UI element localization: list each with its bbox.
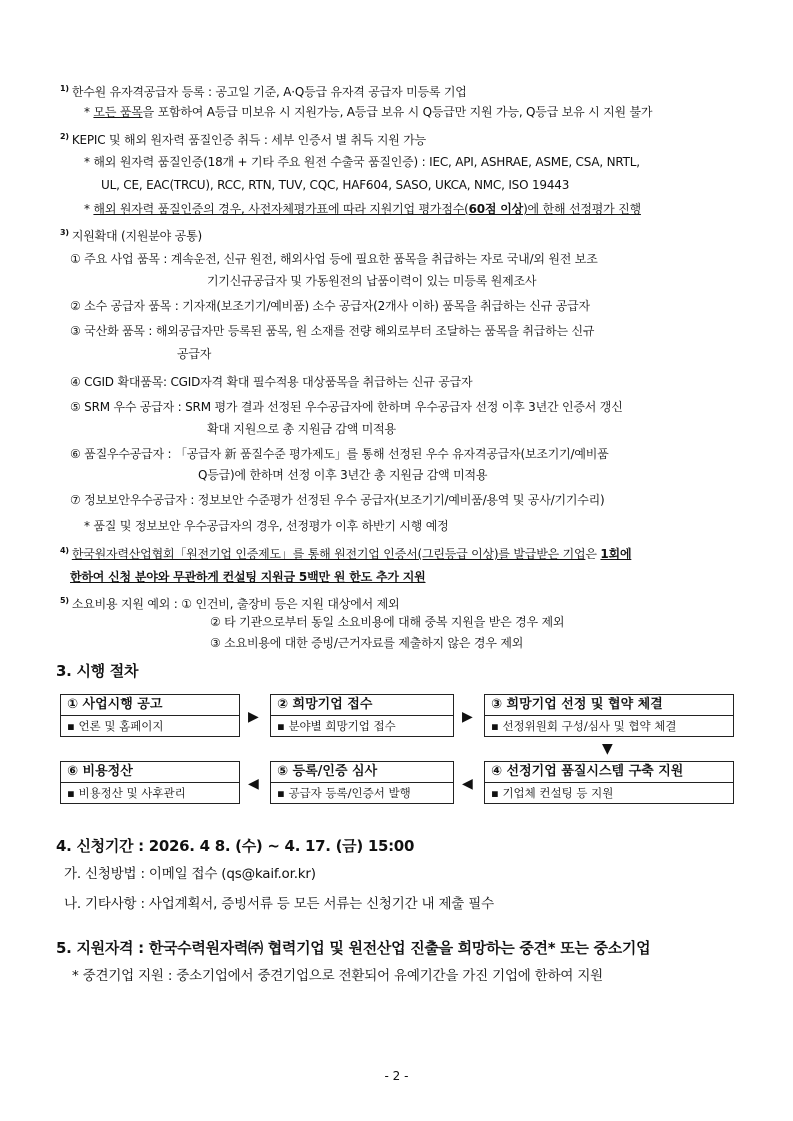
note-2-text: KEPIC 및 해외 원자력 품질인증 취득 : 세부 인증서 별 취득 지원 가능 [71, 133, 427, 147]
note-3-item-7: ⑦ 정보보안우수공급자 : 정보보안 수준평가 선정된 우수 공급자(보조기기/예비품/용역 및 공사/기기수리) [70, 493, 605, 507]
step-4-title: ④ 선정기업 품질시스템 구축 지원 [485, 762, 733, 783]
note-5 [60, 593, 399, 612]
arrow-right-icon: ▶ [248, 709, 259, 725]
step-6-desc: ▪ 비용정산 및 사후관리 [67, 786, 186, 800]
note-3-text: 지원확대 (지원분야 공통) [71, 229, 202, 243]
note-2-sub1a: * 해외 원자력 품질인증(18개 + 기타 주요 원전 수출국 품질인증) : IEC, API, ASHRAE, ASME, CSA, NRTL, [84, 155, 640, 169]
note-4-number: 4) [60, 546, 69, 555]
note-2-sub2-bold: 60점 이상 [468, 202, 524, 216]
note-5-item-3: ③ 소요비용에 대한 증빙/근거자료를 제출하지 않은 경우 제외 [210, 636, 524, 650]
note-3-item-1-line2: 기기신규공급자 및 가동원전의 납품이력이 있는 미등록 원제조사 [207, 274, 537, 288]
note-3-item-6-line1: ⑥ 품질우수공급자 : 「공급자 新 품질수준 평가제도」를 통해 선정된 우수 유자격공급자(보조기기/예비품 [70, 447, 609, 461]
note-2-sub2-u1: 해외 원자력 품질인증의 경우, 사전자체평가표에 따라 지원기업 평가점수( [93, 202, 469, 216]
step-1-title: ① 사업시행 공고 [61, 695, 239, 716]
step-5-box [270, 761, 454, 804]
arrow-down-icon: ▼ [602, 741, 613, 757]
note-2 [60, 129, 426, 148]
section-3-title: 3. 시행 절차 [56, 662, 139, 680]
step-3-box [484, 694, 734, 737]
arrow-left-icon: ◀ [462, 776, 473, 792]
note-1-number: 1) [60, 84, 69, 93]
step-4-box [484, 761, 734, 804]
note-3-item-5-line1: ⑤ SRM 우수 공급자 : SRM 평가 결과 선정된 우수공급자에 한하며 우수공급자 선정 이후 3년간 인증서 갱신 [70, 400, 623, 414]
note-2-sub2 [84, 201, 641, 217]
note-3-item-4: ④ CGID 확대품목: CGID자격 확대 필수적용 대상품목을 취급하는 신규 공급자 [70, 375, 473, 389]
step-1-box [60, 694, 240, 737]
note-3-item-1-line1: ① 주요 사업 품목 : 계속운전, 신규 원전, 해외사업 등에 필요한 품목을 취급하는 자로 국내/외 원전 보조 [70, 252, 598, 266]
note-4-bold1: 1회에 [600, 547, 632, 561]
note-5-text: 소요비용 지원 예외 : ① 인건비, 출장비 등은 지원 대상에서 제외 [71, 597, 400, 611]
step-6-box [60, 761, 240, 804]
step-1-desc: ▪ 언론 및 홈페이지 [67, 719, 164, 733]
step-4-desc: ▪ 기업체 컨설팅 등 지원 [491, 786, 614, 800]
step-2-title: ② 희망기업 접수 [271, 695, 453, 716]
note-2-sub1b: UL, CE, EAC(TRCU), RCC, RTN, TUV, CQC, HAF604, SASO, UKCA, NMC, ISO 19443 [101, 178, 570, 192]
step-3-desc: ▪ 선정위원회 구성/심사 및 협약 체결 [491, 719, 677, 733]
note-3-sub: * 품질 및 정보보안 우수공급자의 경우, 선정평가 이후 하반기 시행 예정 [84, 519, 449, 533]
note-3 [60, 225, 202, 244]
arrow-left-icon: ◀ [248, 776, 259, 792]
note-2-sub2-u2: )에 한해 선정평가 진행 [523, 202, 641, 216]
note-4-underlined: 한국원자력산업협회「원전기업 인증제도」를 통해 원전기업 인증서(그린등급 이상)를 발급받은 기업 [71, 547, 586, 561]
arrow-right-icon: ▶ [462, 709, 473, 725]
step-5-title: ⑤ 등록/인증 심사 [271, 762, 453, 783]
note-5-item-2: ② 타 기관으로부터 동일 소요비용에 대해 중복 지원을 받은 경우 제외 [210, 615, 565, 629]
note-1-sub-underlined: 모든 품목 [93, 105, 143, 119]
note-3-item-3-line1: ③ 국산화 품목 : 해외공급자만 등록된 품목, 원 소재를 전량 해외로부터 조달하는 품목을 취급하는 신규 [70, 324, 595, 338]
section-4-title: 4. 신청기간 : 2026. 4 8. (수) ~ 4. 17. (금) 15:00 [56, 837, 415, 855]
note-3-item-2: ② 소수 공급자 품목 : 기자재(보조기기/예비품) 소수 공급자(2개사 이하) 품목을 취급하는 신규 공급자 [70, 299, 590, 313]
note-4-line2: 한하여 신청 분야와 무관하게 컨설팅 지원금 5백만 원 한도 추가 지원 [70, 570, 426, 584]
step-2-box [270, 694, 454, 737]
note-1-sub-rest: 을 포함하여 A등급 미보유 시 지원가능, A등급 보유 시 Q등급만 지원 가능, Q등급 보유 시 지원 불가 [142, 105, 653, 119]
note-1 [60, 81, 467, 100]
step-2-desc: ▪ 분야별 희망기업 접수 [277, 719, 396, 733]
note-2-sub2-prefix: * [84, 202, 94, 216]
step-5-desc: ▪ 공급자 등록/인증서 발행 [277, 786, 411, 800]
note-3-number: 3) [60, 228, 69, 237]
note-3-item-3-line2: 공급자 [177, 347, 212, 361]
note-2-number: 2) [60, 132, 69, 141]
note-1-text: 한수원 유자격공급자 등록 : 공고일 기준, A·Q등급 유자격 공급자 미등록 기업 [71, 85, 467, 99]
section-4-item-1: 가. 신청방법 : 이메일 접수 (qs@kaif.or.kr) [64, 866, 316, 882]
section-5-title: 5. 지원자격 : 한국수력원자력㈜ 협력기업 및 원전산업 진출을 희망하는 중견* 또는 중소기업 [56, 939, 651, 957]
note-4-mid: 은 [585, 547, 601, 561]
section-4-item-2: 나. 기타사항 : 사업계획서, 증빙서류 등 모든 서류는 신청기간 내 제출 필수 [64, 896, 494, 912]
note-3-item-5-line2: 확대 지원으로 총 지원금 감액 미적용 [207, 422, 396, 436]
note-1-sub-prefix: * [84, 105, 94, 119]
note-1-sub [84, 104, 652, 120]
note-3-item-6-line2: Q등급)에 한하며 선정 이후 3년간 총 지원금 감액 미적용 [198, 468, 488, 482]
note-4-line1 [60, 543, 631, 562]
step-6-title: ⑥ 비용정산 [61, 762, 239, 783]
page-number: - 2 - [384, 1069, 409, 1083]
note-5-number: 5) [60, 596, 69, 605]
section-5-note: * 중견기업 지원 : 중소기업에서 중견기업으로 전환되어 유예기간을 가진 기업에 한하여 지원 [72, 968, 604, 984]
step-3-title: ③ 희망기업 선정 및 협약 체결 [485, 695, 733, 716]
